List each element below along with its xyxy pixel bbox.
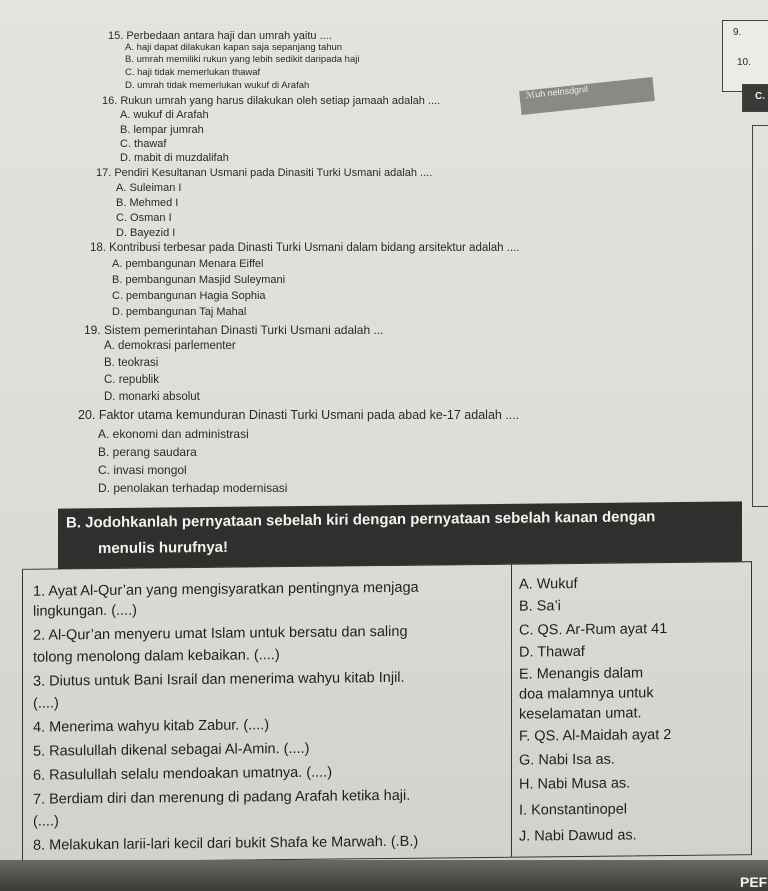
question-15-stem: 15. Perbedaan antara haji dan umrah yaitu ....	[108, 30, 332, 42]
left-item-4: 4. Menerima wahyu kitab Zabur. (....)	[33, 717, 270, 736]
question-16-option-c: C. thawaf	[120, 138, 167, 150]
question-19-option-c: C. republik	[104, 374, 159, 386]
edge-letter-c: C.	[755, 91, 765, 102]
question-17-option-b: B. Mehmed I	[116, 197, 179, 209]
left-item-1: 1. Ayat Al-Qur’an yang mengisyaratkan pentingnya menjaga	[33, 579, 419, 600]
part-b-instruction-banner	[58, 501, 742, 568]
question-16-option-a: A. wukuf di Arafah	[120, 109, 209, 121]
right-item-i: I. Konstantinopel	[519, 801, 628, 819]
question-16-option-b: B. lempar jumrah	[120, 124, 204, 136]
left-item-6: 6. Rasulullah selalu mendoakan umatnya. (....)	[33, 764, 333, 784]
left-item-1-cont: lingkungan. (....)	[33, 602, 137, 620]
right-item-g: G. Nabi Isa as.	[519, 751, 615, 769]
table-divider	[511, 565, 512, 857]
right-item-j: J. Nabi Dawud as.	[519, 827, 637, 845]
question-19-option-d: D. monarki absolut	[104, 391, 200, 403]
edge-box-mid	[752, 125, 768, 507]
question-17-option-a: A. Suleiman I	[116, 182, 182, 194]
question-18-option-c: C. pembangunan Hagia Sophia	[112, 290, 266, 302]
question-15-option-c: C. haji tidak memerlukan thawaf	[125, 67, 261, 78]
question-18-option-b: B. pembangunan Masjid Suleymani	[112, 274, 286, 286]
right-item-e: E. Menangis dalam	[519, 665, 644, 683]
stamp-label: ℳuh nelnsdgnil	[519, 77, 655, 115]
question-16-stem: 16. Rukun umrah yang harus dilakukan oleh setiap jamaah adalah ....	[102, 95, 441, 107]
question-20-stem: 20. Faktor utama kemunduran Dinasti Turki Usmani pada abad ke-17 adalah ....	[78, 408, 520, 422]
left-item-5: 5. Rasulullah dikenal sebagai Al-Amin. (....)	[33, 740, 310, 760]
question-17-option-c: C. Osman I	[116, 212, 172, 224]
question-15-option-b: B. umrah memiliki rukun yang lebih sedikit daripada haji	[125, 54, 360, 65]
edge-number-10: 10.	[737, 57, 751, 68]
question-20-option-b: B. perang saudara	[98, 445, 197, 459]
question-15-option-d: D. umrah tidak memerlukan wukuf di Arafah	[125, 80, 310, 91]
right-item-h: H. Nabi Musa as.	[519, 775, 631, 793]
right-item-a: A. Wukuf	[519, 576, 578, 593]
footer-fragment: PEF	[740, 874, 768, 890]
question-17-stem: 17. Pendiri Kesultanan Usmani pada Dinasiti Turki Usmani adalah ....	[96, 167, 433, 179]
right-item-c: C. QS. Ar-Rum ayat 41	[519, 621, 668, 639]
question-20-option-a: A. ekonomi dan administrasi	[98, 427, 249, 441]
question-20-option-d: D. penolakan terhadap modernisasi	[98, 481, 288, 495]
left-item-7-cont: (....)	[33, 813, 59, 830]
question-19-option-b: B. teokrasi	[104, 357, 159, 369]
right-item-e-cont1: doa malamnya untuk	[519, 685, 654, 703]
edge-number-9: 9.	[733, 27, 742, 38]
question-17-option-d: D. Bayezid I	[116, 227, 176, 239]
question-15-option-a: A. haji dapat dilakukan kapan saja sepanjang tahun	[125, 42, 343, 53]
question-18-stem: 18. Kontribusi terbesar pada Dinasti Turki Usmani dalam bidang arsitektur adalah ....	[90, 242, 520, 254]
edge-box-c	[742, 84, 768, 112]
edge-box-top	[722, 20, 768, 92]
bottom-shadow	[0, 860, 768, 891]
left-item-7: 7. Berdiam diri dan merenung di padang Arafah ketika haji.	[33, 787, 411, 808]
instruction-line-2: menulis hurufnya!	[98, 538, 229, 558]
question-19-stem: 19. Sistem pemerintahan Dinasti Turki Usmani adalah ...	[84, 323, 384, 337]
matching-table	[22, 561, 752, 863]
right-item-e-cont2: keselamatan umat.	[519, 705, 642, 723]
instruction-line-1: B. Jodohkanlah pernyataan sebelah kiri dengan pernyataan sebelah kanan dengan	[66, 508, 656, 532]
left-item-3: 3. Diutus untuk Bani Israil dan menerima wahyu kitab Injil.	[33, 669, 405, 690]
question-18-option-a: A. pembangunan Menara Eiffel	[112, 258, 264, 270]
left-item-8: 8. Melakukan larii-lari kecil dari bukit Shafa ke Marwah. (.B.)	[33, 833, 419, 854]
left-item-3-cont: (....)	[33, 695, 59, 712]
right-item-f: F. QS. Al-Maidah ayat 2	[519, 727, 672, 745]
question-16-option-d: D. mabit di muzdalifah	[120, 152, 229, 164]
right-item-b: B. Sa’i	[519, 598, 561, 615]
left-item-2: 2. Al-Qur’an menyeru umat Islam untuk bersatu dan saling	[33, 623, 408, 644]
question-18-option-d: D. pembangunan Taj Mahal	[112, 306, 247, 318]
right-item-d: D. Thawaf	[519, 643, 585, 661]
question-19-option-a: A. demokrasi parlementer	[104, 340, 236, 352]
question-20-option-c: C. invasi mongol	[98, 463, 187, 477]
left-item-2-cont: tolong menolong dalam kebaikan. (....)	[33, 647, 280, 666]
